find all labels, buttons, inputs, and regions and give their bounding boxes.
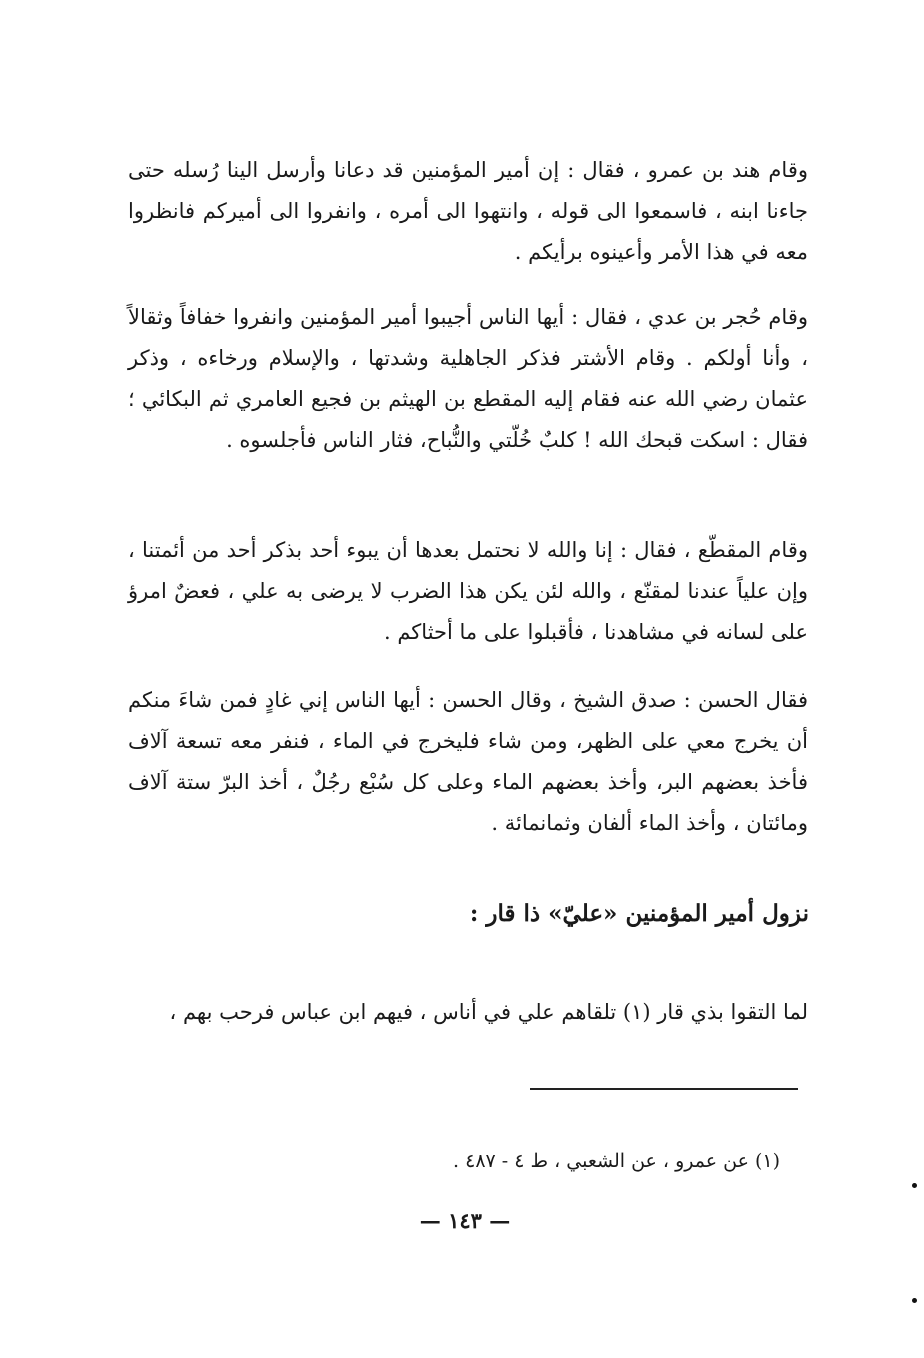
paragraph-hind: وقام هند بن عمرو ، فقال : إن أمير المؤمنين قد دعانا وأرسل الينا رُسله حتى جاءنا ابنه ، فاسمعوا الى قوله ، وانتهوا الى أمره ، وانفروا الى أميركم فانظروا معه في هذا الأمر وأعينوه برأيكم . bbox=[128, 158, 808, 264]
paragraph-hujr: وقام حُجر بن عدي ، فقال : أيها الناس أجيبوا أمير المؤمنين وانفروا خفافاً وثقالاً ، وأنا أولكم . وقام الأشتر فذكر الجاهلية وشدتها ، والإسلام ورخاءه ، وذكر عثمان رضي الله عنه فقام إليه المقطع بن الهيثم بن فجيع العامري ثم البكائي ؛ فقال : اسكت قبحك الله ! كلبٌ خُلّتي والنُّباح، فثار الناس فأجلسوه . bbox=[128, 305, 808, 452]
footnote: (١) عن عمرو ، عن الشعبي ، ط ٤ - ٤٨٧ . bbox=[453, 1150, 780, 1172]
scan-speck bbox=[912, 1298, 917, 1303]
section-heading: نزول أمير المؤمنين «عليّ» ذا قار : bbox=[469, 900, 809, 927]
paragraph-dhi-qar: لما التقوا بذي قار (١) تلقاهم علي في أناس ، فيهم ابن عباس فرحب بهم ، bbox=[169, 1000, 808, 1024]
paragraph-hasan: فقال الحسن : صدق الشيخ ، وقال الحسن : أيها الناس إني غادٍ فمن شاءَ منكم أن يخرج معي على الظهر، ومن شاء فليخرج في الماء ، فنفر معه تسعة آلاف فأخذ بعضهم البر، وأخذ بعضهم الماء وعلى كل سُبْع رجُلٌ ، أخذ البرّ ستة آلاف ومائتان ، وأخذ الماء ألفان وثمانمائة . bbox=[128, 688, 808, 835]
footnote-divider bbox=[530, 1088, 798, 1090]
paragraph-muqatta: وقام المقطّع ، فقال : إنا والله لا نحتمل بعدها أن يبوء أحد بذكر أحد من أئمتنا ، وإن علياً عندنا لمقنّع ، والله لئن يكن هذا الضرب لا يرضى به علي ، فعضٌ امرؤ على لسانه في مشاهدنا ، فأقبلوا على ما أحثاكم . bbox=[128, 538, 808, 644]
page-number: — ١٤٣ — bbox=[419, 1208, 511, 1233]
scan-speck bbox=[912, 1183, 917, 1188]
